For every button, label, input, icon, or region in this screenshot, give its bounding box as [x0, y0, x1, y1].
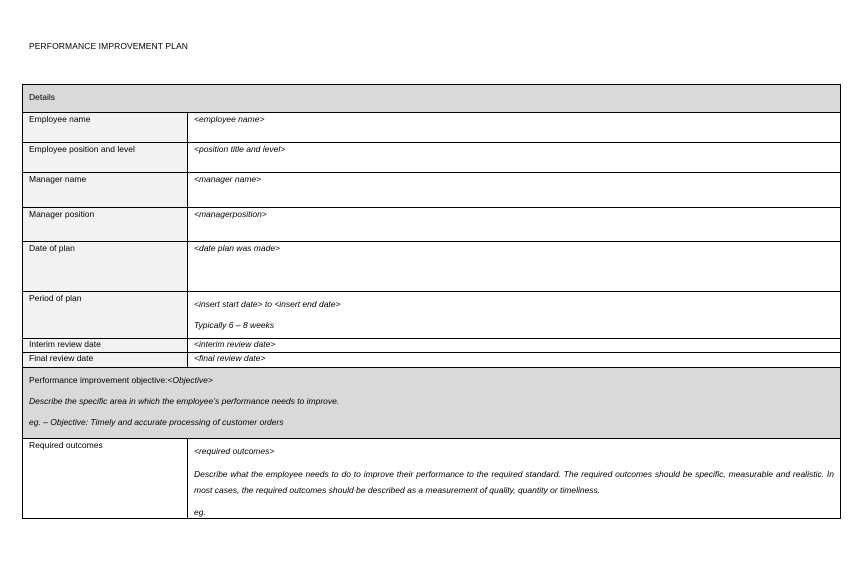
- final-review-field[interactable]: <final review date>: [188, 353, 841, 368]
- details-section-header: Details: [23, 85, 841, 113]
- required-outcomes-example: eg.: [194, 507, 206, 517]
- date-of-plan-label: Date of plan: [23, 242, 188, 292]
- required-outcomes-description: Describe what the employee needs to do to improve their performance to the required standard. The required outcomes should be specific, measurable and realistic. In most cases, the required outcomes should be described as a measurement of quality, quantity or timeliness.: [194, 469, 835, 495]
- objective-heading-line: [29, 375, 834, 386]
- employee-position-label: Employee position and level: [23, 143, 188, 173]
- table-row: [23, 439, 841, 519]
- employee-position-field[interactable]: <position title and level>: [188, 143, 841, 173]
- final-review-label: Final review date: [23, 353, 188, 368]
- objective-row: [23, 368, 841, 439]
- document-title: PERFORMANCE IMPROVEMENT PLAN: [29, 41, 188, 51]
- manager-position-label: Manager position: [23, 208, 188, 242]
- objective-cell: [23, 368, 841, 439]
- objective-example: eg. – Objective: Timely and accurate processing of customer orders: [29, 417, 284, 427]
- employee-name-label: Employee name: [23, 113, 188, 143]
- performance-plan-table: [22, 84, 841, 519]
- table-row: [23, 143, 841, 173]
- employee-name-field[interactable]: <employee name>: [188, 113, 841, 143]
- date-of-plan-field[interactable]: <date plan was made>: [188, 242, 841, 292]
- objective-description: Describe the specific area in which the employee’s performance needs to improve.: [29, 396, 340, 406]
- manager-name-field[interactable]: <manager name>: [188, 173, 841, 208]
- table-row: [23, 242, 841, 292]
- period-of-plan-cell: [188, 292, 841, 339]
- required-outcomes-field[interactable]: <required outcomes>: [194, 446, 275, 456]
- required-outcomes-cell: [188, 439, 841, 519]
- objective-heading: Performance improvement objective:: [29, 375, 168, 385]
- table-row: [23, 208, 841, 242]
- manager-position-field[interactable]: <managerposition>: [188, 208, 841, 242]
- table-row: [23, 113, 841, 143]
- interim-review-field[interactable]: <interim review date>: [188, 339, 841, 353]
- table-row: [23, 353, 841, 368]
- required-outcomes-label: Required outcomes: [23, 439, 188, 519]
- objective-placeholder[interactable]: <Objective>: [167, 375, 213, 385]
- interim-review-label: Interim review date: [23, 339, 188, 353]
- details-header-row: [23, 85, 841, 113]
- period-of-plan-note: Typically 6 – 8 weeks: [194, 320, 275, 330]
- table-row: [23, 173, 841, 208]
- table-row: [23, 292, 841, 339]
- period-of-plan-field[interactable]: <insert start date> to <insert end date>: [194, 299, 341, 309]
- table-row: [23, 339, 841, 353]
- period-of-plan-label: Period of plan: [23, 292, 188, 339]
- manager-name-label: Manager name: [23, 173, 188, 208]
